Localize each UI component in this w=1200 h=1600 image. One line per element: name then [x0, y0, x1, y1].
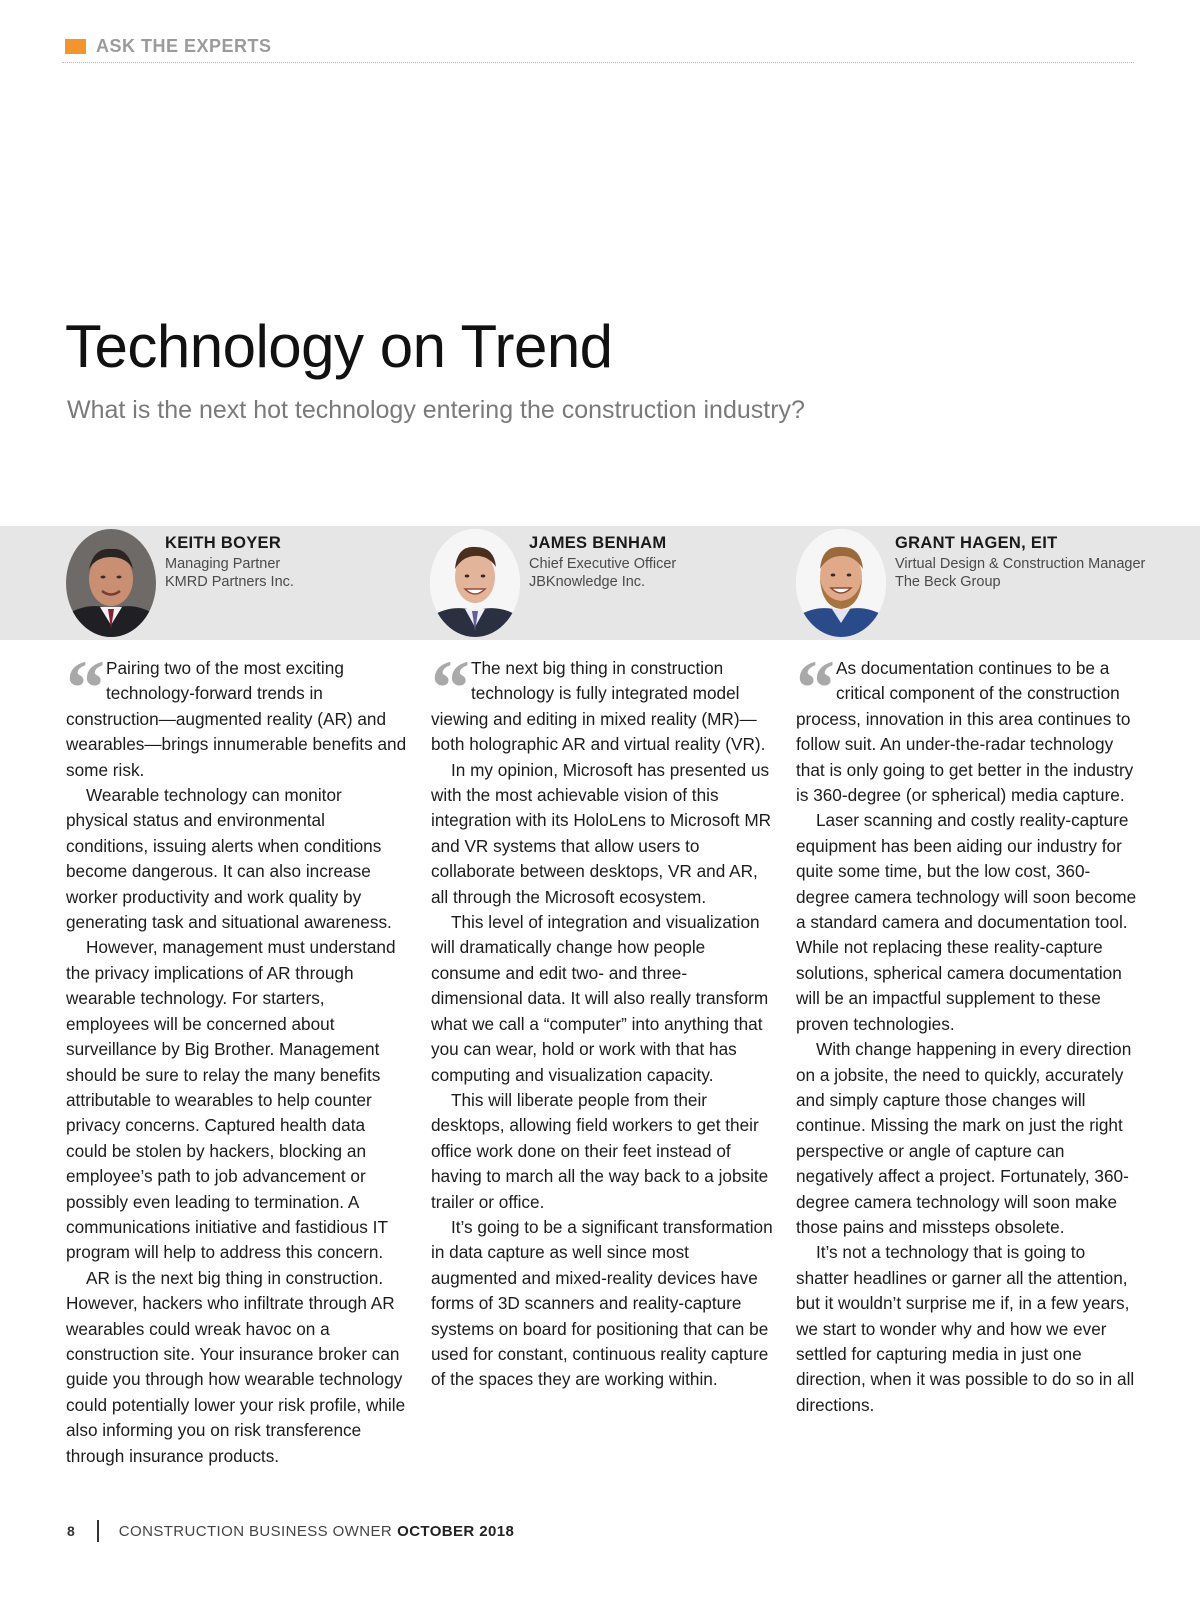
- expert-role: Chief Executive Officer: [529, 556, 677, 572]
- answer-paragraph: This will liberate people from their desktops, allowing field workers to get their office work done on their feet instead of having to march all the way back to a jobsite trailer or office.: [431, 1089, 769, 1212]
- answer-column-benham: [431, 644, 773, 1393]
- answer-paragraph: In my opinion, Microsoft has presented us with the most achievable vision of this integration with its HoloLens to Microsoft MR and VR systems that allow users to collaborate between desktops, VR and AR, all through the Microsoft ecosystem.: [431, 759, 772, 907]
- answer-paragraph: The next big thing in construction technology is fully integrated model viewing and editing in mixed reality (MR)—both holographic AR and virtual reality (VR).: [431, 658, 766, 755]
- publication-name: CONSTRUCTION BUSINESS OWNER: [118, 1522, 393, 1540]
- quote-mark-icon: “: [796, 644, 835, 731]
- answer-paragraph: It’s not a technology that is going to shatter headlines or garner all the attention, but it wouldn’t surprise me if, in a few years, we start to wonder why and how we ever settled for capturing media in just one direction, when it was possible to do so in all directions.: [796, 1242, 1135, 1415]
- answer-paragraph: This level of integration and visualization will dramatically change how people consume and edit two- and three-dimensional data. It will also really transform what we call a “computer” into anything that you can wear, hold or work with that has computing and visualization capacity.: [431, 912, 769, 1085]
- expert-name: GRANT HAGEN, EIT: [895, 534, 1058, 552]
- answer-column-hagen: [796, 644, 1138, 1418]
- expert-role: Managing Partner: [165, 556, 281, 572]
- avatar: [796, 529, 886, 637]
- expert-company: The Beck Group: [895, 574, 1001, 590]
- quote-mark-icon: “: [66, 644, 105, 731]
- answer-paragraph: Pairing two of the most exciting technology-forward trends in construction—augmented reality (AR) and wearables—brings innumerable benefits and some risk.: [66, 658, 407, 780]
- expert-info: [895, 534, 1145, 591]
- header-divider: [62, 62, 1134, 63]
- article-title: Technology on Trend: [65, 313, 613, 380]
- expert-role: Virtual Design & Construction Manager: [895, 556, 1146, 572]
- avatar: [430, 529, 520, 637]
- portrait-james-benham: [430, 529, 520, 637]
- expert-company: JBKnowledge Inc.: [529, 574, 646, 590]
- article-subtitle: What is the next hot technology entering the construction industry?: [67, 396, 805, 424]
- page-number: 8: [67, 1523, 75, 1539]
- section-header: [65, 36, 272, 57]
- quote-mark-icon: “: [431, 644, 470, 731]
- expert-info: [529, 534, 676, 591]
- section-accent-square: [65, 39, 86, 54]
- answer-paragraph: AR is the next big thing in construction. However, hackers who infiltrate through AR wearables could wreak havoc on a construction site. Your insurance broker can guide you through how wearable technology could potentially lower your risk profile, while also informing you on risk transference through insurance products.: [66, 1267, 406, 1466]
- answer-paragraph: With change happening in every direction on a jobsite, the need to quickly, accurately and simply capture those changes will continue. Missing the mark on just the right perspective or angle of capture can negatively affect a project. Fortunately, 360-degree camera technology will soon make those pains and missteps obsolete.: [796, 1039, 1132, 1237]
- answer-paragraph: As documentation continues to be a critical component of the construction process, innovation in this area continues to follow suit. An under-the-radar technology that is only going to get better in the industry is 360-degree (or spherical) media capture.: [796, 658, 1134, 806]
- experts-band: [0, 526, 1200, 640]
- footer-divider: [97, 1520, 99, 1542]
- answer-paragraph: Wearable technology can monitor physical status and environmental conditions, issuing alerts when conditions become dangerous. It can also increase worker productivity and work quality by generating task and situational awareness.: [66, 785, 392, 933]
- answer-paragraph: However, management must understand the privacy implications of AR through wearable technology. For starters, employees will be concerned about surveillance by Big Brother. Management should be sure to relay the many benefits attributable to wearables to help counter privacy concerns. Captured health data could be stolen by hackers, blocking an employee’s path to job advancement or possibly even leading to termination. A communications initiative and fastidious IT program will help to address this concern.: [66, 937, 396, 1263]
- portrait-grant-hagen: [796, 529, 886, 637]
- issue-date: OCTOBER 2018: [397, 1522, 515, 1540]
- portrait-keith-boyer: [66, 529, 156, 637]
- answer-paragraph: It’s going to be a significant transformation in data capture as well since most augmented and mixed-reality devices have forms of 3D scanners and reality-capture systems on board for positioning that can be used for constant, continuous reality capture of the spaces they are working within.: [431, 1216, 773, 1390]
- avatar: [66, 529, 156, 637]
- expert-company: KMRD Partners Inc.: [165, 574, 294, 590]
- section-label: ASK THE EXPERTS: [96, 36, 272, 56]
- expert-name: JAMES BENHAM: [529, 534, 667, 552]
- expert-name: KEITH BOYER: [165, 534, 282, 552]
- answer-paragraph: Laser scanning and costly reality-capture equipment has been aiding our industry for quite some time, but the low cost, 360-degree camera technology will soon become a standard camera and documentation tool. While not replacing these reality-capture solutions, spherical camera documentation will be an impactful supplement to these proven technologies.: [796, 810, 1137, 1034]
- expert-info: [165, 534, 294, 591]
- page-footer: [67, 1520, 514, 1542]
- answer-column-boyer: [66, 644, 408, 1469]
